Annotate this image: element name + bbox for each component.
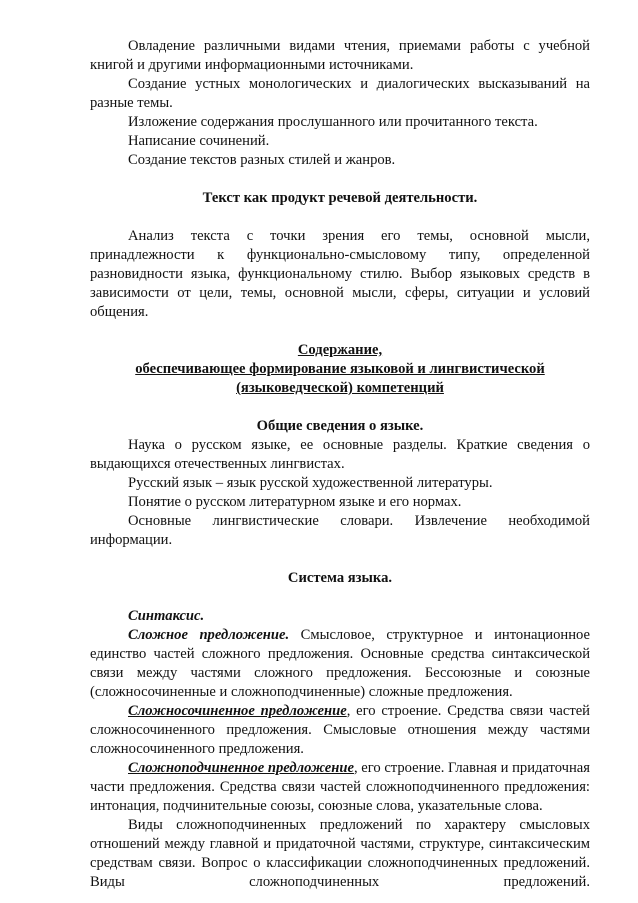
subordinate-sentence-text: , его строение. Главная и придаточная части предложения. Средства связи частей сложноподчиненного предложения: интонация, подчинительные союзы, союзные слова, указательные слова. xyxy=(90,760,590,814)
heading-content-line-2: обеспечивающее формирование языковой и лингвистической xyxy=(135,361,545,377)
syntax-label: Синтаксис. xyxy=(128,608,205,624)
paragraph-subordinate-types: Виды сложноподчиненных предложений по характеру смысловых отношений между главной и придаточной частями, структуре, синтаксическим средствам связи. Вопрос о классификации сложноподчиненных предложений. Виды сложноподчиненных предложений. xyxy=(90,817,590,890)
paragraph-science: Наука о русском языке, ее основные разделы. Краткие сведения о выдающихся отечественных лингвистах. xyxy=(90,437,590,472)
heading-general-info: Общие сведения о языке. xyxy=(256,418,424,434)
compound-sentence-label: Сложносочиненное предложение xyxy=(128,703,347,719)
subordinate-sentence-label: Сложноподчиненное предложение xyxy=(128,760,354,776)
paragraph-reading-methods: Овладение различными видами чтения, приемами работы с учебной книгой и другими информационными источниками. xyxy=(90,38,590,73)
paragraph-dictionaries: Основные лингвистические словари. Извлечение необходимой информации. xyxy=(90,513,590,548)
paragraph-literature-language: Русский язык – язык русской художественной литературы. xyxy=(128,475,493,491)
spacer xyxy=(90,208,590,227)
paragraph-compositions: Написание сочинений. xyxy=(128,133,270,149)
paragraph-compound-sentence xyxy=(90,702,590,759)
spacer xyxy=(90,398,590,417)
paragraph-summary: Изложение содержания прослушанного или прочитанного текста. xyxy=(128,114,538,130)
heading-content-line-3: (языковедческой) компетенций xyxy=(236,380,444,396)
spacer xyxy=(90,170,590,189)
spacer xyxy=(90,588,590,607)
paragraph-oral-statements: Создание устных монологических и диалогических высказываний на разные темы. xyxy=(90,76,590,111)
paragraph-text-analysis: Анализ текста с точки зрения его темы, основной мысли, принадлежности к функционально-смысловому типу, определенной разновидности языка, функциональному стилю. Выбор языковых средств в зависимости от цели, темы, основной мысли, сферы, ситуации и условий общения. xyxy=(90,228,590,320)
heading-language-system: Система языка. xyxy=(287,570,393,586)
heading-content-line-1: Содержание, xyxy=(297,342,383,358)
paragraph-subordinate-sentence xyxy=(90,759,590,816)
document-page xyxy=(90,37,590,892)
heading-text-product: Текст как продукт речевой деятельности. xyxy=(202,190,478,206)
spacer xyxy=(90,550,590,569)
paragraph-text-styles: Создание текстов разных стилей и жанров. xyxy=(128,152,396,168)
paragraph-complex-sentence xyxy=(90,626,590,702)
spacer xyxy=(90,322,590,341)
compound-sentence-text: , его строение. Средства связи частей сложносочиненного предложения. Смысловые отношения между частями сложносочиненного предложения. xyxy=(90,703,590,757)
paragraph-literary-norms: Понятие о русском литературном языке и его нормах. xyxy=(128,494,462,510)
complex-sentence-label: Сложное предложение. xyxy=(128,627,290,643)
complex-sentence-text: Смысловое, структурное и интонационное единство частей сложного предложения. Основные средства синтаксической связи между частями сложного предложения. Бессоюзные и союзные (сложносочиненные и сложноподчиненные) сложные предложения. xyxy=(90,627,590,700)
syntax-label-paragraph xyxy=(90,607,590,626)
